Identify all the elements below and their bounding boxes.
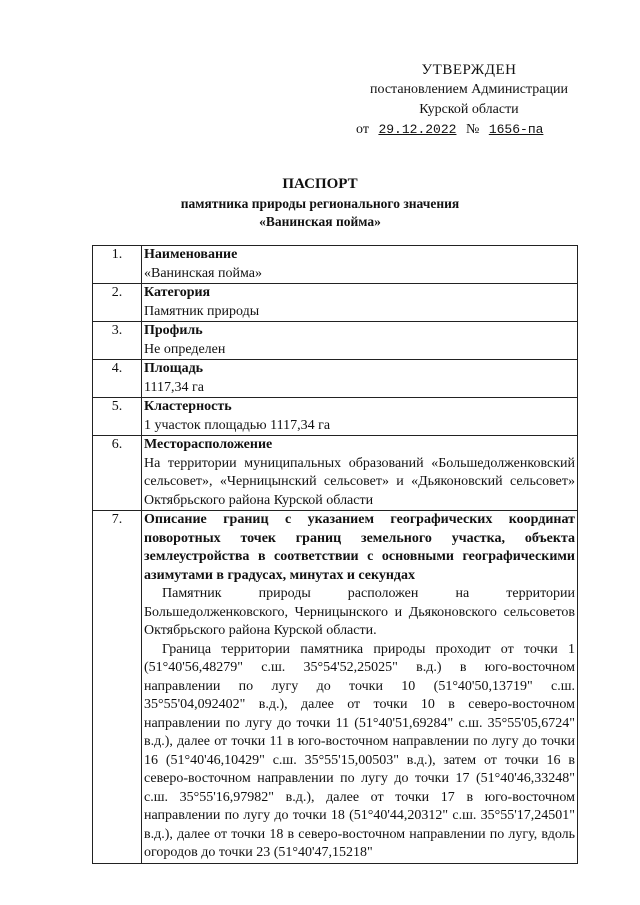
row-number: 7. bbox=[93, 511, 142, 864]
row-number: 3. bbox=[93, 322, 142, 360]
row-heading: Кластерность bbox=[144, 399, 232, 414]
row-heading: Месторасположение bbox=[144, 437, 273, 452]
passport-table bbox=[92, 245, 578, 864]
row-heading: Площадь bbox=[144, 361, 204, 376]
row-content bbox=[142, 246, 578, 284]
row-heading: Профиль bbox=[144, 323, 203, 338]
row-content bbox=[142, 436, 578, 511]
number-prefix: № bbox=[465, 122, 480, 137]
table-row bbox=[93, 436, 578, 511]
row-number: 1. bbox=[93, 246, 142, 284]
row-heading: Наименование bbox=[144, 247, 238, 262]
document-title: ПАСПОРТ bbox=[282, 176, 358, 192]
row-content bbox=[142, 322, 578, 360]
row-text: Памятник природы bbox=[144, 303, 260, 319]
approval-line-2: Курской области bbox=[419, 102, 519, 117]
row-heading: Описание границ с указанием географических координат поворотных точек границ земельного участка, объекта землеустройства в соответствии с основными географическими азимутами в градусах, минутах и секундах bbox=[144, 512, 575, 583]
row-content bbox=[142, 398, 578, 436]
approval-date-line bbox=[354, 120, 584, 140]
row-paragraph: Памятник природы расположен на территории Большедолженковского, Черницынского и Дьяконовского сельсоветов Октябрьского района Курской области. bbox=[144, 586, 575, 638]
table-row bbox=[93, 398, 578, 436]
row-number: 4. bbox=[93, 360, 142, 398]
approval-line-1: постановлением Администрации bbox=[370, 82, 568, 97]
row-number: 5. bbox=[93, 398, 142, 436]
row-content bbox=[142, 360, 578, 398]
row-content bbox=[142, 284, 578, 322]
row-number: 6. bbox=[93, 436, 142, 511]
approval-block bbox=[354, 60, 584, 140]
approval-date: 29.12.2022 bbox=[378, 122, 457, 137]
table-row bbox=[93, 322, 578, 360]
document-subtitle: памятника природы регионального значения bbox=[180, 196, 460, 211]
row-content bbox=[142, 511, 578, 864]
document-object-name: «Ванинская пойма» bbox=[259, 214, 381, 229]
table-row bbox=[93, 284, 578, 322]
row-text: Не определен bbox=[144, 341, 226, 357]
row-text: 1117,34 га bbox=[144, 379, 204, 395]
table-row bbox=[93, 511, 578, 864]
approval-number: 1656-па bbox=[488, 122, 544, 137]
date-prefix: от bbox=[356, 122, 369, 137]
approval-title: УТВЕРЖДЕН bbox=[421, 62, 517, 78]
row-text: «Ванинская пойма» bbox=[144, 265, 262, 281]
table-row bbox=[93, 360, 578, 398]
row-paragraph: Граница территории памятника природы проходит от точки 1 (51°40'56,48279" с.ш. 35°54'52,25025" в.д.) в юго-восточном направлении по лугу до точки 10 (51°40'50,13719" с.ш. 35°55'04,092402" в.д.), далее от точки 10 в северо-восточном направлении по лугу до точки 11 (51°40'51,69284" с.ш. 35°55'05,6724" в.д.), далее от точки 11 в юго-восточном направлении по лугу до точки 16 (51°40'46,10429" с.ш. 35°55'15,00503" в.д.), затем от точки 16 в северо-восточном направлении по лугу до точки 17 (51°40'46,33248" с.ш. 35°55'16,97982" в.д.), далее от точки 17 в юго-восточном направлении по лугу до точки 18 (51°40'44,20312" с.ш. 35°55'17,24501" в.д.), далее от точки 18 в северо-восточном направлении по лугу, вдоль огородов до точки 23 (51°40'47,15218" bbox=[144, 641, 575, 860]
row-text: 1 участок площадью 1117,34 га bbox=[144, 417, 331, 433]
row-heading: Категория bbox=[144, 285, 211, 300]
row-number: 2. bbox=[93, 284, 142, 322]
table-row bbox=[93, 246, 578, 284]
row-text: На территории муниципальных образований «Большедолженковский сельсовет», «Черницынский сельсовет» и «Дьяконовский сельсовет» Октябрьского района Курской области bbox=[144, 455, 575, 508]
